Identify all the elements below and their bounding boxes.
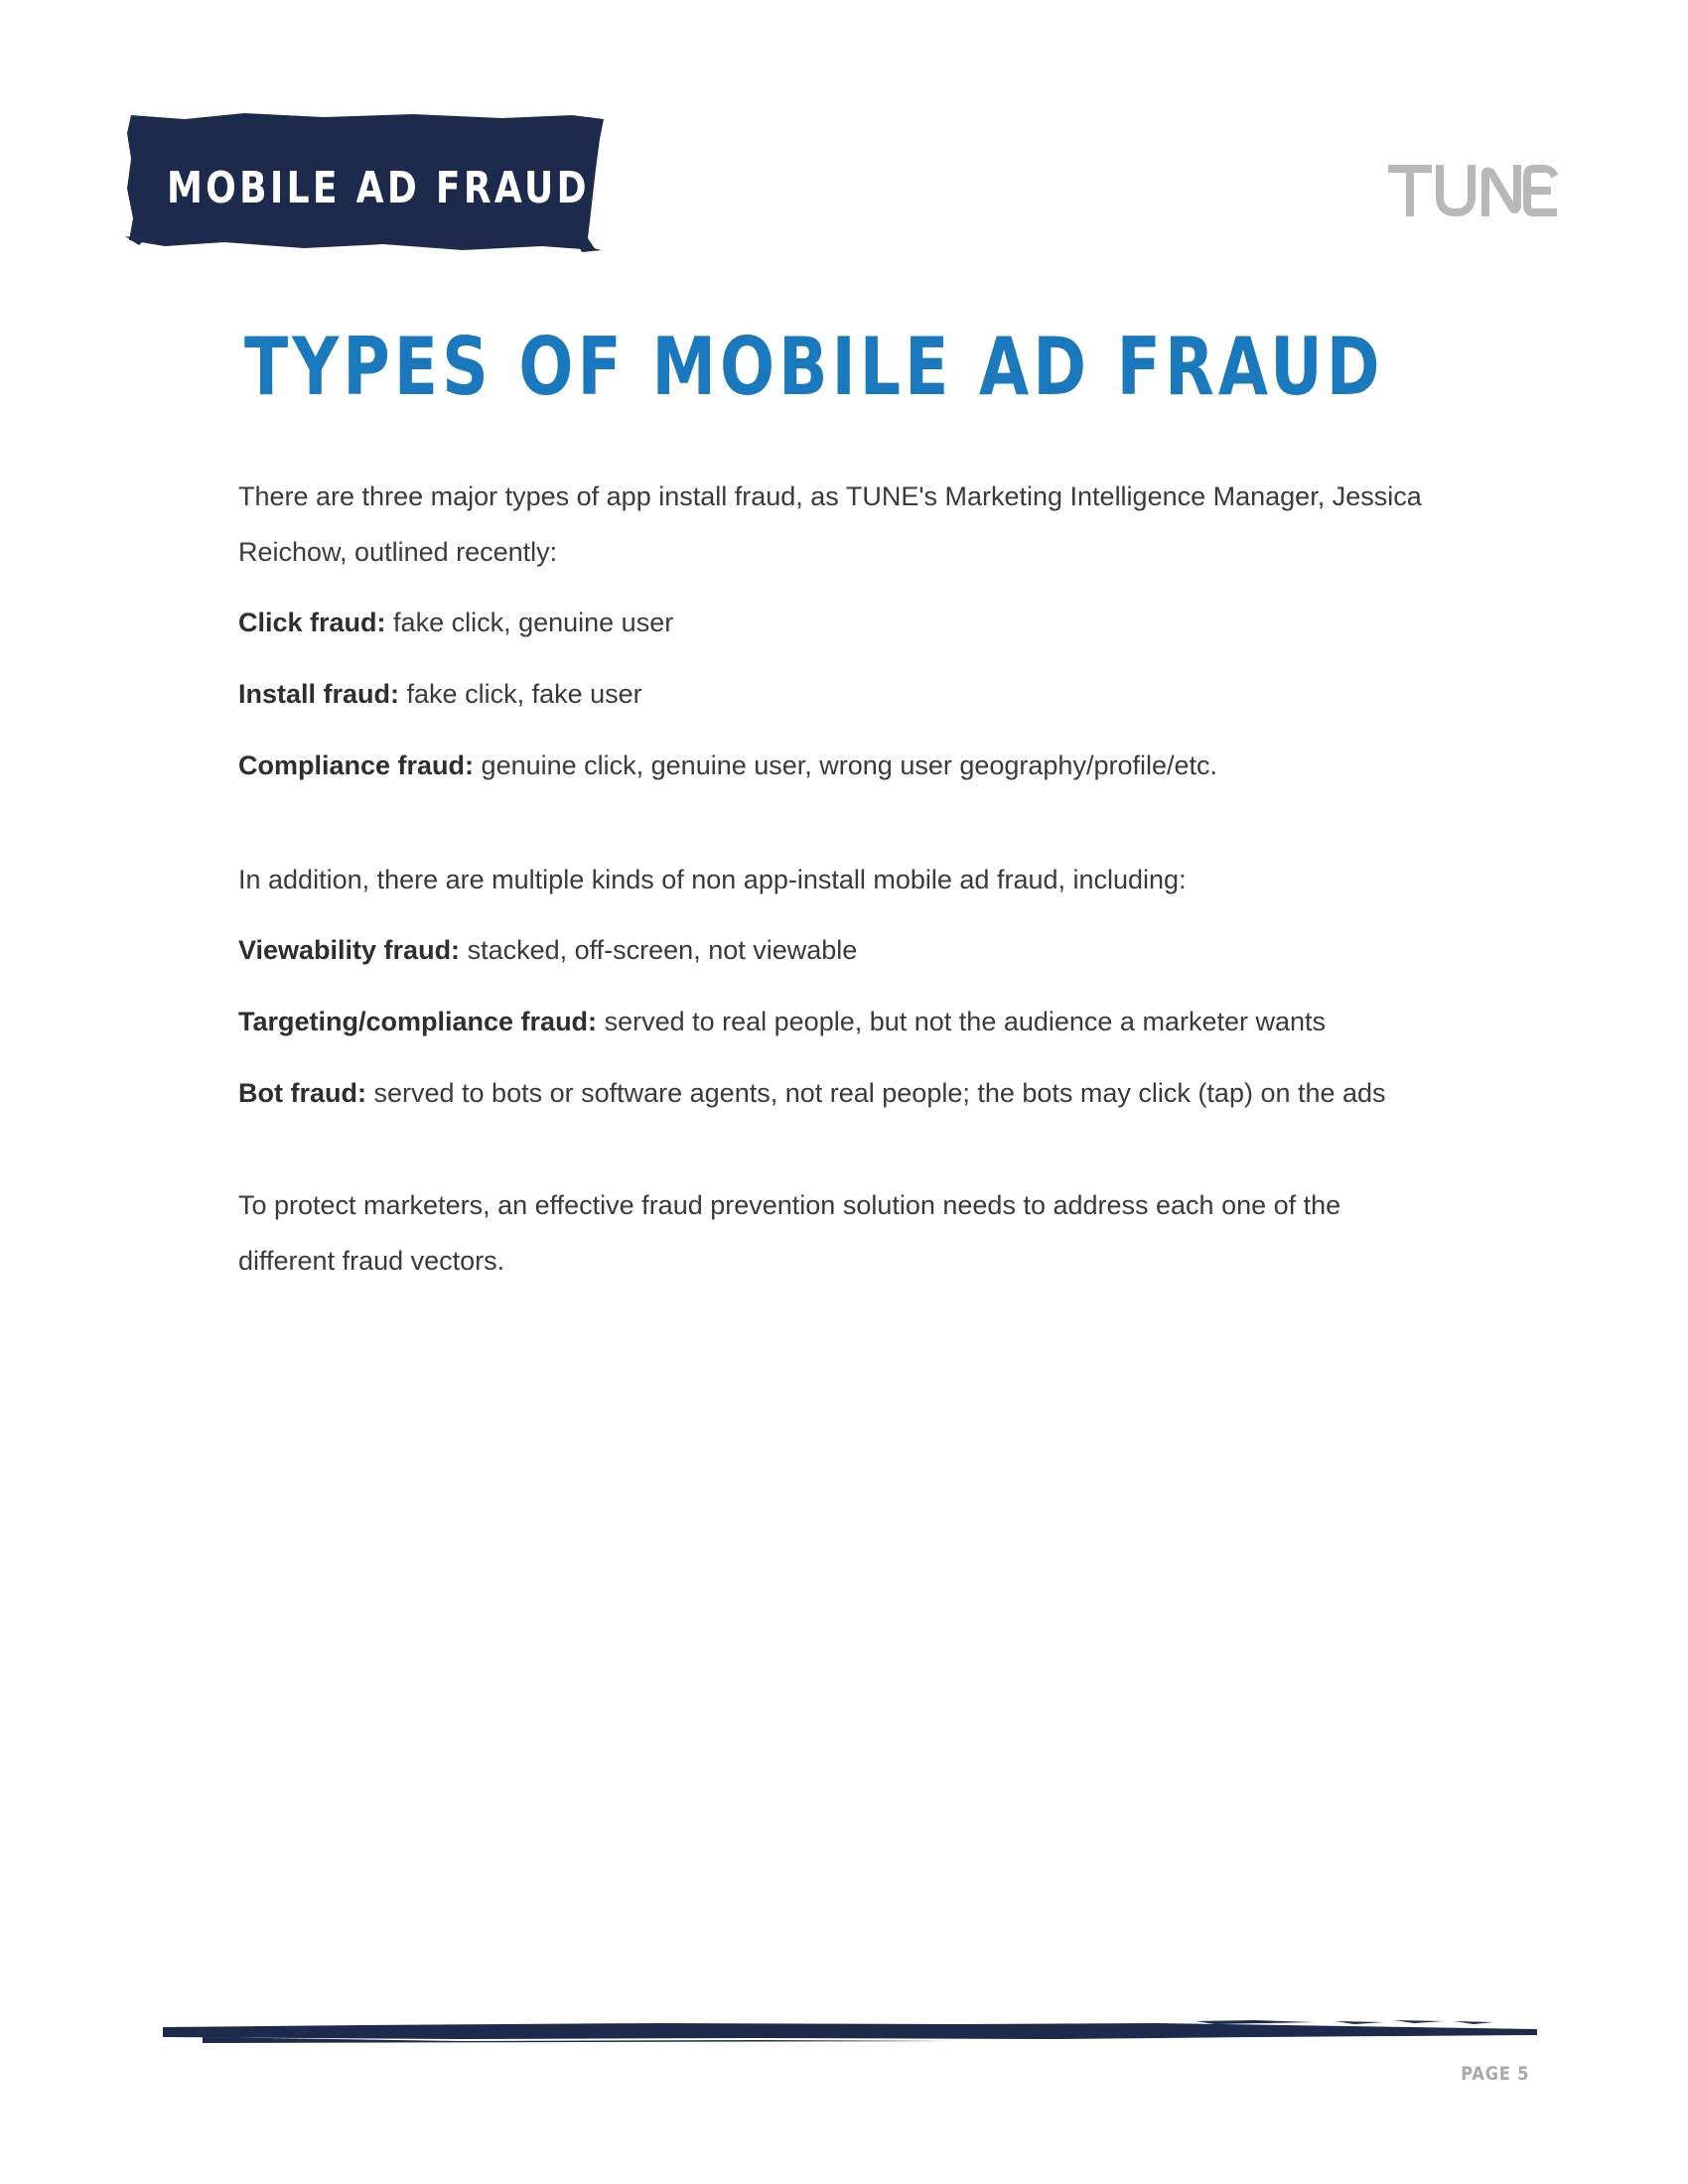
fraud-term: Install fraud:: [238, 679, 400, 709]
page-number: PAGE 5: [1460, 2063, 1529, 2085]
fraud-term: Bot fraud:: [238, 1078, 366, 1108]
fraud-description: fake click, genuine user: [393, 608, 674, 637]
conclusion-paragraph: To protect marketers, an effective fraud prevention solution needs to address each one of the different fraud vectors.: [238, 1190, 1341, 1276]
list-item: [238, 677, 1489, 711]
tune-logo: [1388, 163, 1559, 218]
list-item: [238, 749, 1489, 782]
fraud-description: stacked, off-screen, not viewable: [467, 935, 858, 965]
list-item: [238, 606, 1489, 639]
fraud-description: fake click, fake user: [406, 679, 642, 709]
list-item: [238, 1005, 1489, 1038]
fraud-description: served to real people, but not the audience a marketer wants: [604, 1007, 1327, 1036]
section-label: MOBILE AD FRAUD: [167, 163, 590, 213]
page-title: TYPES OF MOBILE AD FRAUD: [244, 321, 1384, 413]
fraud-term: Compliance fraud:: [238, 751, 475, 780]
footer-divider: [163, 2017, 1537, 2047]
fraud-description: genuine click, genuine user, wrong user geography/profile/etc.: [481, 751, 1218, 780]
fraud-term: Click fraud:: [238, 608, 386, 637]
fraud-term: Targeting/compliance fraud:: [238, 1007, 598, 1036]
fraud-term: Viewability fraud:: [238, 935, 461, 965]
header-banner: [125, 109, 606, 254]
list-item: [238, 1076, 1489, 1110]
fraud-description: served to bots or software agents, not real people; the bots may click (tap) on the ads: [373, 1078, 1386, 1108]
addition-paragraph: In addition, there are multiple kinds of non app-install mobile ad fraud, including:: [238, 865, 1187, 894]
intro-paragraph: There are three major types of app install fraud, as TUNE's Marketing Intelligence Manager, Jessica Reichow, outlined recently:: [238, 481, 1422, 567]
list-item: [238, 933, 1489, 967]
